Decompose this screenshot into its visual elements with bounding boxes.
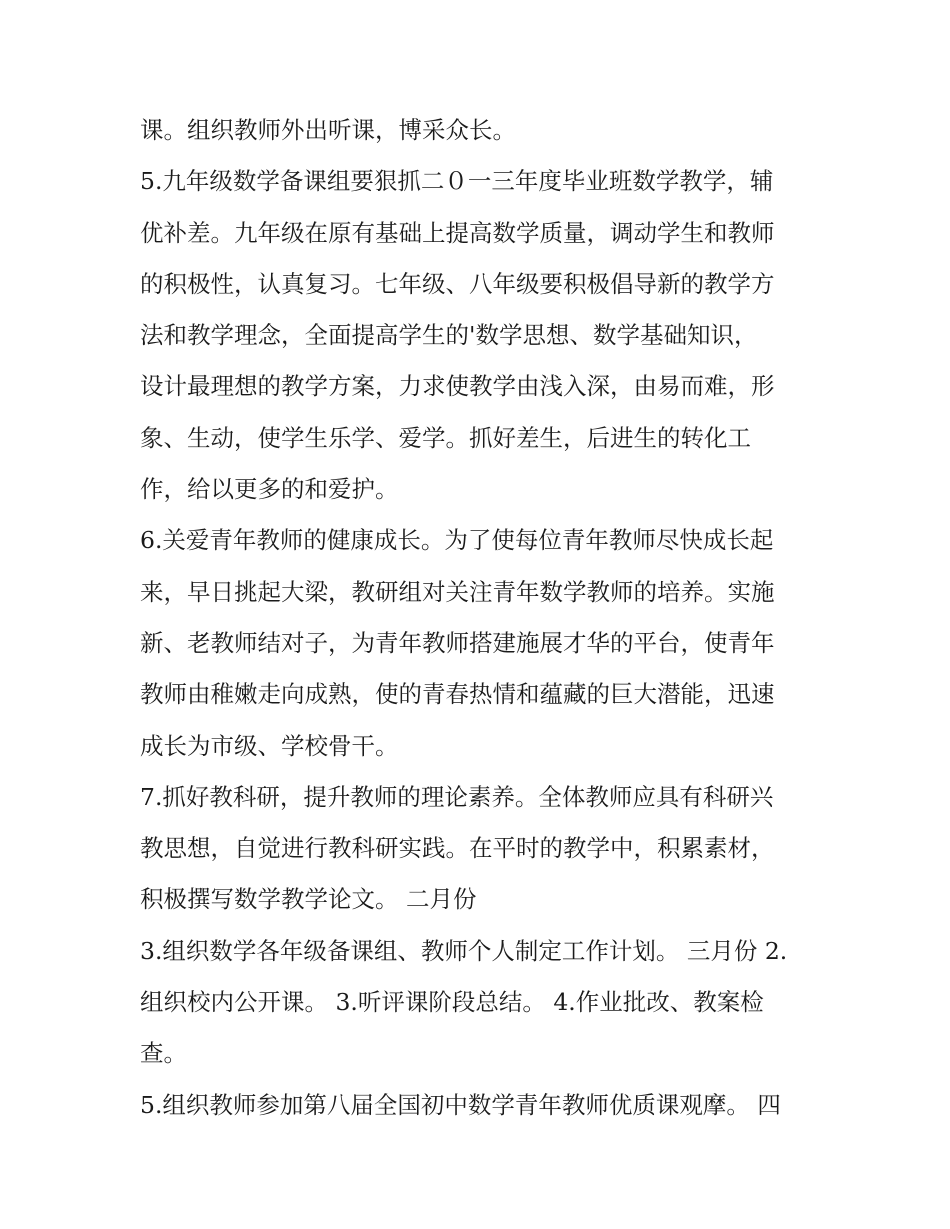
- text-line: 优补差。九年级在原有基础上提高数学质量，调动学生和教师: [140, 218, 775, 247]
- text-line: 来，早日挑起大梁，教研组对关注青年数学教师的培养。实施: [140, 577, 775, 606]
- text-line: 7.抓好教科研，提升教师的理论素养。全体教师应具有科研兴: [140, 782, 774, 811]
- text-line: 积极撰写数学教学论文。 二月份: [140, 885, 477, 914]
- text-line: 象、生动，使学生乐学、爱学。抓好差生，后进生的转化工: [140, 423, 751, 452]
- text-line: 5.组织教师参加第八届全国初中数学青年教师优质课观摩。 四: [140, 1090, 781, 1119]
- text-line: 新、老教师结对子，为青年教师搭建施展才华的平台，使青年: [140, 628, 775, 657]
- text-line: 成长为市级、学校骨干。: [140, 731, 399, 760]
- text-line: 教师由稚嫩走向成熟，使的青春热情和蕴藏的巨大潜能，迅速: [140, 680, 775, 709]
- text-line: 5.九年级数学备课组要狠抓二０一三年度毕业班数学教学，辅: [140, 167, 774, 196]
- text-line: 教思想，自觉进行教科研实践。在平时的教学中，积累素材，: [140, 834, 775, 863]
- text-line: 作，给以更多的和爱护。: [140, 475, 399, 504]
- text-line: 3.组织数学各年级备课组、教师个人制定工作计划。 三月份 2.: [140, 936, 788, 965]
- text-line: 组织校内公开课。 3.听评课阶段总结。 4.作业批改、教案检: [140, 988, 764, 1017]
- text-line: 课。组织教师外出听课，博采众长。: [140, 116, 516, 144]
- text-line: 6.关爱青年教师的健康成长。为了使每位青年教师尽快成长起: [140, 526, 774, 555]
- body-text: [140, 105, 820, 1131]
- text-line: 设计最理想的教学方案，力求使教学由浅入深，由易而难，形: [140, 372, 775, 401]
- text-line: 的积极性，认真复习。七年级、八年级要积极倡导新的教学方: [140, 269, 775, 298]
- text-line: 查。: [140, 1039, 187, 1068]
- text-line: 法和教学理念，全面提高学生的'数学思想、数学基础知识，: [140, 321, 758, 350]
